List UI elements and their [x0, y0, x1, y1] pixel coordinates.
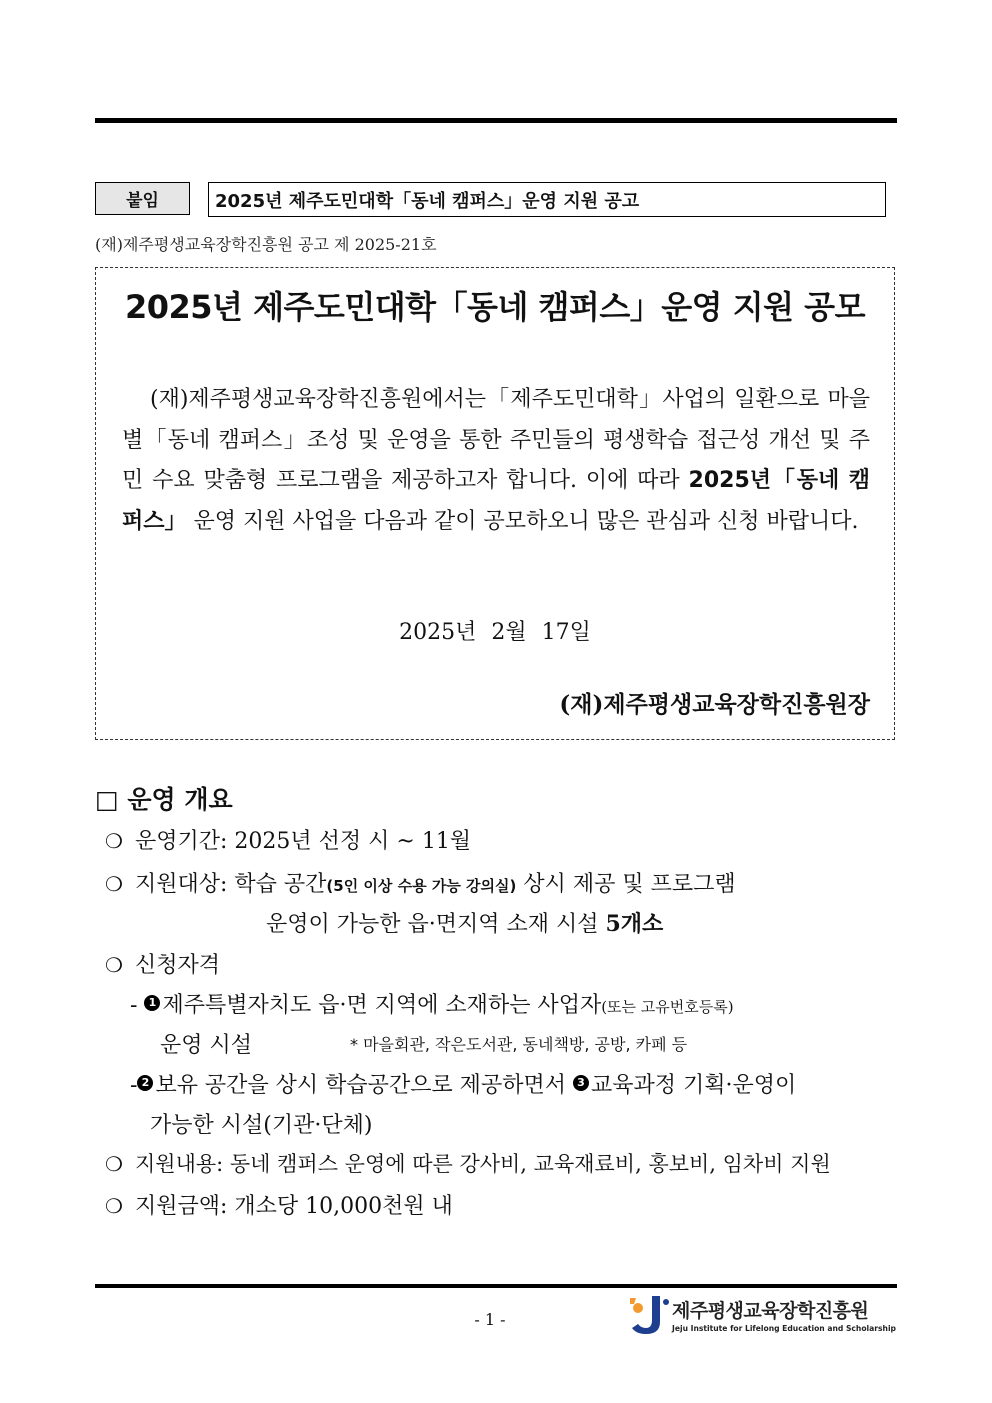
- target-rest: 상시 제공 및 프로그램: [516, 872, 736, 897]
- eligibility-item-2: [130, 1068, 796, 1099]
- amount-text: 지원금액: 개소당 10,000천원 내: [135, 1194, 453, 1219]
- institute-logo-icon: [626, 1292, 670, 1338]
- institute-name-en: Jeju Institute for Lifelong Education and Scholarship: [672, 1324, 896, 1333]
- eligibility-item-2-line2: [150, 1108, 372, 1139]
- top-rule: [95, 118, 897, 123]
- list-item-amount: [105, 1189, 453, 1220]
- circle-bullet-icon: ❍: [105, 1152, 123, 1176]
- list-item-content: [105, 1148, 831, 1178]
- list-item-target: [105, 867, 736, 898]
- attachment-label: 붙임: [95, 182, 190, 215]
- dash: -: [130, 1073, 138, 1098]
- number-1-icon: 1: [144, 995, 160, 1011]
- target-line2-text: 운영이 가능한 읍·면지역 소재 시설: [266, 912, 606, 937]
- announcement-date: 2025년 2월 17일: [399, 620, 591, 645]
- section-heading: □ 운영 개요: [95, 785, 233, 814]
- item1-text: 제주특별자치도 읍·면 지역에 소재하는 사업자: [162, 993, 602, 1018]
- eligibility-heading: 신청자격: [135, 953, 221, 978]
- body-text-2: 운영 지원 사업을 다음과 같이 공모하오니 많은 관심과 신청 바랍니다.: [186, 508, 859, 534]
- target-line2-bold: 5개소: [605, 911, 664, 937]
- item2-text1: 보유 공간을 상시 학습공간으로 제공하면서: [155, 1073, 573, 1098]
- item2-text2: 교육과정 기획·운영이: [590, 1073, 797, 1098]
- bottom-rule: [95, 1284, 897, 1288]
- target-paren: (5인 이상 수용 가능 강의실): [326, 877, 517, 895]
- body-text-1: (재)제주평생교육장학진흥원에서는「제주도민대학」사업의 일환으로 마을별「동네 캠퍼스」조성 및 운영을 통한 주민들의 평생학습 접근성 개선 및 주민 수요 맞춤형 프로그램을 제공하고자 합니다. 이에 따라: [122, 387, 870, 493]
- page-number: - 1 -: [474, 1310, 506, 1329]
- circle-bullet-icon: ❍: [105, 872, 123, 896]
- eligibility-item-1-line2: [160, 1028, 252, 1059]
- announcement-body: [122, 380, 870, 542]
- content-text: 지원내용: 동네 캠퍼스 운영에 따른 강사비, 교육재료비, 홍보비, 임차비 지원: [135, 1152, 831, 1176]
- circle-bullet-icon: ❍: [105, 1194, 123, 1218]
- item1-line2: 운영 시설: [160, 1033, 253, 1058]
- circle-bullet-icon: ❍: [105, 953, 123, 977]
- eligibility-item-1: [130, 988, 734, 1019]
- dash: -: [130, 993, 138, 1018]
- target-line2: [266, 907, 663, 938]
- target-prefix: 지원대상: 학습 공간: [135, 872, 327, 897]
- number-2-icon: 2: [137, 1075, 153, 1091]
- attachment-title: 2025년 제주도민대학「동네 캠퍼스」운영 지원 공고: [208, 182, 886, 217]
- number-3-icon: 3: [573, 1075, 589, 1091]
- item1-paren: (또는 고유번호등록): [601, 998, 734, 1016]
- list-item-eligibility: [105, 948, 220, 979]
- announcement-title: 2025년 제주도민대학「동네 캠퍼스」운영 지원 공모: [124, 288, 866, 326]
- item2-line2: 가능한 시설(기관·단체): [150, 1113, 373, 1138]
- announcement-signer: (재)제주평생교육장학진흥원장: [559, 691, 870, 718]
- circle-bullet-icon: ❍: [105, 829, 123, 853]
- list-item-period: [105, 824, 471, 855]
- body-text-bold: 2025년「동네 캠퍼스」: [122, 468, 870, 534]
- period-text: 운영기간: 2025년 선정 시 ~ 11월: [135, 829, 472, 854]
- item1-note: * 마을회관, 작은도서관, 동네책방, 공방, 카페 등: [350, 1035, 688, 1054]
- institute-name: 제주평생교육장학진흥원: [672, 1300, 869, 1322]
- notice-number: (재)제주평생교육장학진흥원 공고 제 2025-21호: [95, 235, 437, 254]
